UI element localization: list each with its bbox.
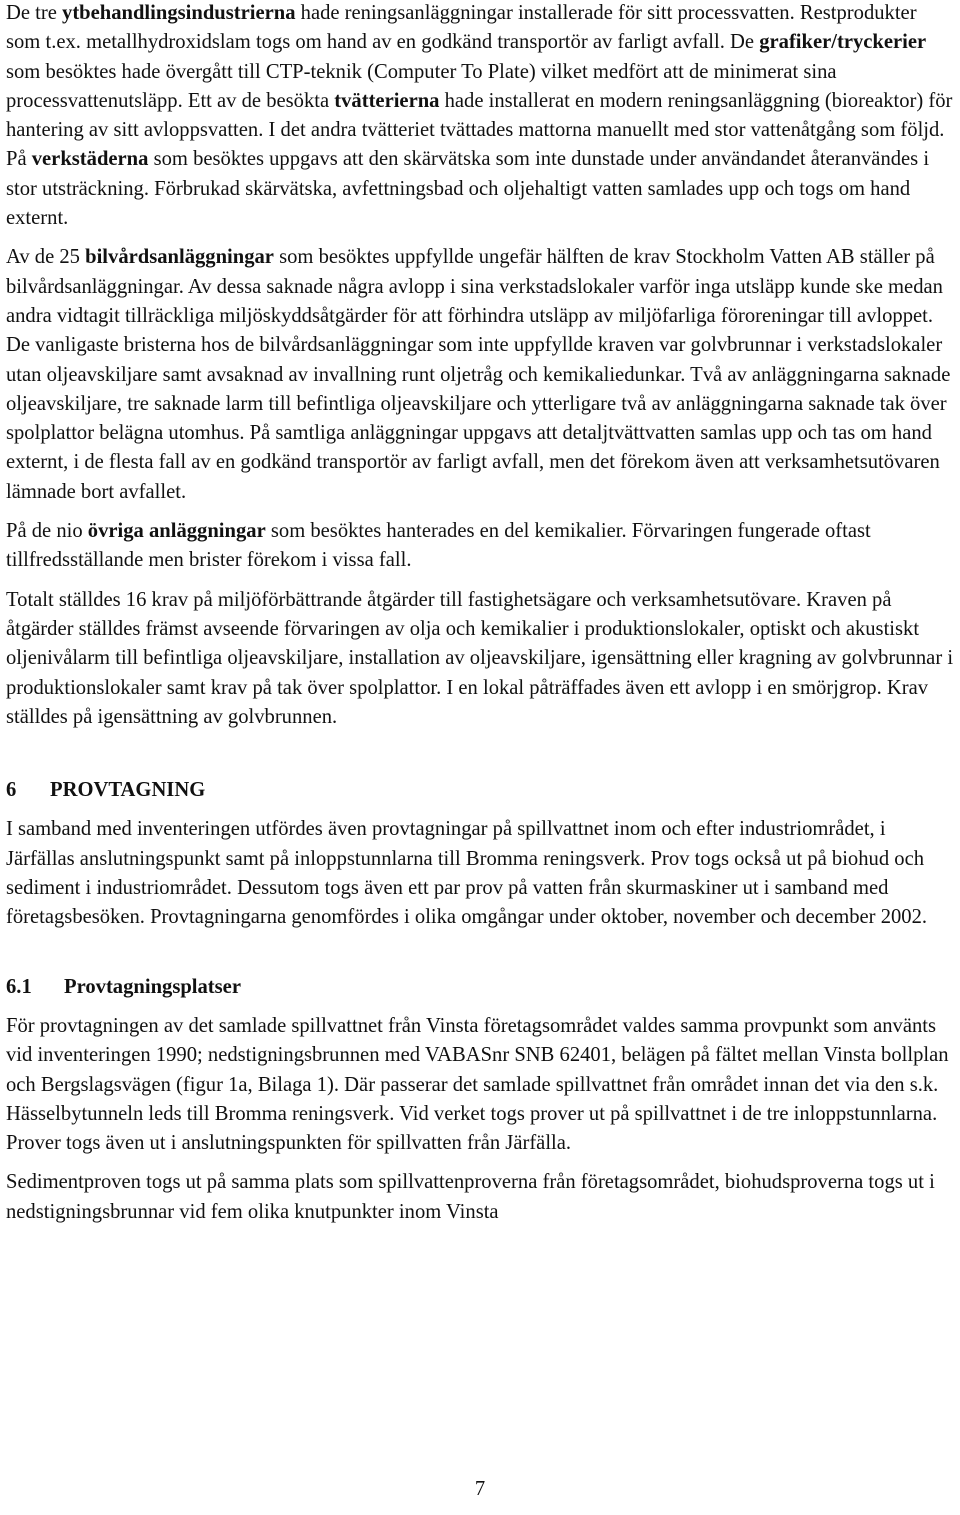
paragraph-car-care: Av de 25 bilvårdsanläggningar som besöktes uppfyllde ungefär hälften de krav Stockholm Vatten AB ställer på bilvårdsanläggningar. Av dessa saknade några avlopp i sina verkstadslokaler varför inga utsläpp kunde ske medan andra vidtagit tillräckliga miljöskyddsåtgärder för att förhindra utsläpp av miljöfarliga föroreningar till avloppet. De vanligaste bristerna hos de bilvårdsanläggningar som inte uppfyllde kraven var golvbrunnar i verkstadslokaler utan oljeavskiljare samt avsaknad av invallning runt oljetråg och kemikaliedunkar. Två av anläggningarna saknade oljeavskiljare, tre saknade larm till befintliga oljeavskiljare och ytterligare två av anläggningarna saknade tak över spolplattor belägna utomhus. På samtliga anläggningar uppgavs att detaljtvättvatten samlas upp och tas om hand externt, i de flesta fall av en godkänd transportör av farligt avfall, men det förekom även att verksamhetsutövaren lämnade bort avfallet.: [6, 246, 951, 503]
section-6-heading: [6, 776, 956, 805]
page-number: 7: [474, 1478, 486, 1500]
paragraph-other-facilities: På de nio övriga anläggningar som besöktes hanterades en del kemikalier. Förvaringen fungerade oftast tillfredsställande men brister förekom i vissa fall.: [6, 520, 871, 572]
section-title: PROVTAGNING: [50, 779, 206, 802]
section-6-1-heading: [6, 973, 956, 1002]
paragraph-sampling-sites: För provtagningen av det samlade spillvattnet från Vinsta företagsområdet valdes samma provpunkt som använts vid inventeringen 1990; nedstigningsbrunnen med VABASnr SNB 62401, belägen på fältet mellan Vinsta bollplan och Bergslagsvägen (figur 1a, Bilaga 1). Där passerar det samlade spillvattnet från området innan det via den s.k. Hässelbytunneln leds till Bromma reningsverk. Vid verket togs prover ut på spillvattnet i de tre inloppstunnlarna. Prover togs även ut i anslutningspunkten för spillvatten från Järfälla.: [6, 1014, 949, 1155]
paragraph-industries: De tre ytbehandlingsindustrierna hade reningsanläggningar installerade för sitt processvatten. Restprodukter som t.ex. metallhydroxidslam togs om hand av en godkänd transportör av farligt avfall. De grafiker/tryckerier som besöktes hade övergått till CTP-teknik (Computer To Plate) vilket medfört att de minimerat sina processvattenutsläpp. Ett av de besökta tvätterierna hade installerat en modern reningsanläggning (bioreaktor) för hantering av sitt avloppsvatten. I det andra tvätteriet tvättades mattorna manuellt med stor vattenåtgång som följd. På verkstäderna som besöktes uppgavs att den skärvätska som inte dunstade under användandet återanvändes i stor utsträckning. Förbrukad skärvätska, avfettningsbad och oljehaltigt vatten samlades upp och togs om hand externt.: [6, 2, 953, 230]
document-page: [6, 0, 956, 1227]
term-other-facilities: övriga anläggningar: [87, 520, 266, 543]
term-workshops: verkstäderna: [31, 148, 149, 171]
term-car-care-facilities: bilvårdsanläggningar: [85, 246, 274, 269]
paragraph-requirements: Totalt ställdes 16 krav på miljöförbättrande åtgärder till fastighetsägare och verksamhetsutövare. Kraven på åtgärder ställdes främst avseende förvaringen av olja och kemikalier i produktionslokaler, optiskt och akustiskt oljenivålarm till befintliga oljeavskiljare, installation av oljeavskiljare, igensättning eller kragning av golvbrunnar i produktionslokaler samt krav på tak över spolplattor. I en lokal påträffades även ett avlopp i en smörjgrop. Krav ställdes på igensättning av golvbrunnen.: [6, 588, 954, 728]
term-surface-treatment: ytbehandlingsindustrierna: [62, 2, 296, 24]
term-laundries: tvätterierna: [334, 89, 440, 112]
section-number: 6: [6, 779, 17, 802]
paragraph-sediment: Sedimentproven togs ut på samma plats som spillvattenproverna från företagsområdet, biohudsproverna togs ut i nedstigningsbrunnar vid fem olika knutpunkter inom Vinsta: [6, 1171, 935, 1223]
term-printers: grafiker/tryckerier: [759, 31, 927, 54]
subsection-number: 6.1: [6, 975, 32, 998]
paragraph-sampling: I samband med inventeringen utfördes även provtagningar på spillvattnet inom och efter industriområdet, i Järfällas anslutningspunkt samt på inloppstunnlarna till Bromma reningsverk. Prov togs också ut på biohud och sediment i industriområdet. Dessutom togs även ett par prov på vatten från skurmaskiner ut i samband med företagsbesöken. Provtagningarna genomfördes i olika omgångar under oktober, november och december 2002.: [6, 818, 928, 929]
subsection-title: Provtagningsplatser: [64, 975, 241, 998]
